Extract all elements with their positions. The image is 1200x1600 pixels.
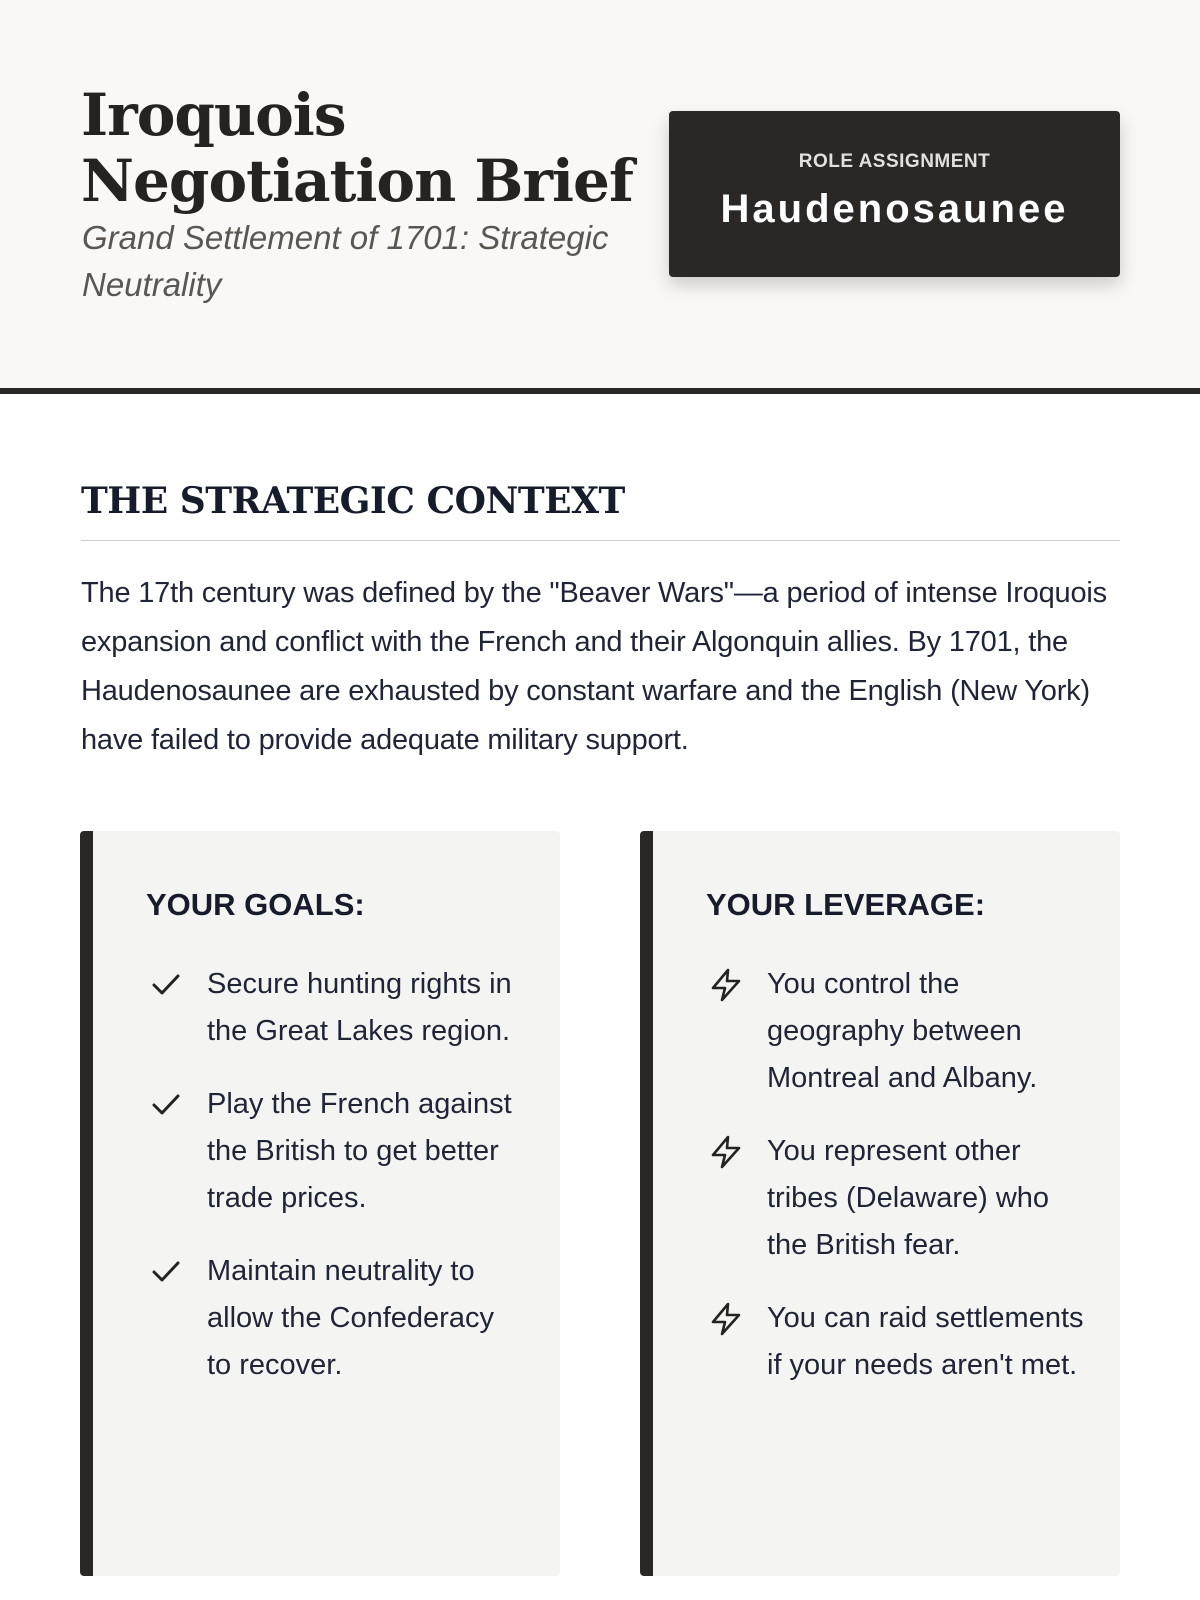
page-title: Iroquois Negotiation Brief xyxy=(81,81,633,215)
leverage-item xyxy=(706,1128,1086,1269)
lightning-icon xyxy=(708,1301,744,1337)
goal-item-text: Maintain neutrality to allow the Confederacy to recover. xyxy=(207,1255,494,1381)
leverage-heading: YOUR LEVERAGE: xyxy=(706,887,986,922)
leverage-card xyxy=(640,831,1120,1576)
role-assignment-card xyxy=(669,111,1120,277)
check-icon xyxy=(148,1254,184,1290)
leverage-list xyxy=(706,961,1086,1415)
leverage-item xyxy=(706,961,1086,1102)
page-header xyxy=(0,0,1200,394)
context-paragraph: The 17th century was defined by the "Beaver Wars"—a period of intense Iroquois expansion and conflict with the French and their Algonquin allies. By 1701, the Haudenosaunee are exhausted by constant warfare and the English (New York) have failed to provide adequate military support. xyxy=(81,577,1107,756)
leverage-item xyxy=(706,1295,1086,1389)
goal-item xyxy=(146,1248,526,1389)
page-subtitle: Grand Settlement of 1701: Strategic Neutrality xyxy=(82,219,609,303)
role-assignment-value: Haudenosaunee xyxy=(720,187,1069,231)
check-icon xyxy=(148,1087,184,1123)
context-heading: THE STRATEGIC CONTEXT xyxy=(81,480,625,522)
goal-item xyxy=(146,961,526,1055)
lightning-icon xyxy=(708,967,744,1003)
section-divider xyxy=(81,540,1120,541)
lightning-icon xyxy=(708,1134,744,1170)
goals-card xyxy=(80,831,560,1576)
goal-item xyxy=(146,1081,526,1222)
leverage-item-text: You can raid settlements if your needs aren't met. xyxy=(767,1302,1084,1381)
goals-heading: YOUR GOALS: xyxy=(146,887,365,922)
leverage-item-text: You represent other tribes (Delaware) who the British fear. xyxy=(767,1135,1050,1261)
goal-item-text: Secure hunting rights in the Great Lakes region. xyxy=(207,968,512,1047)
goal-item-text: Play the French against the British to get better trade prices. xyxy=(207,1088,512,1214)
goals-list xyxy=(146,961,526,1415)
leverage-item-text: You control the geography between Montreal and Albany. xyxy=(767,968,1038,1094)
role-assignment-label: ROLE ASSIGNMENT xyxy=(798,151,991,172)
check-icon xyxy=(148,967,184,1003)
